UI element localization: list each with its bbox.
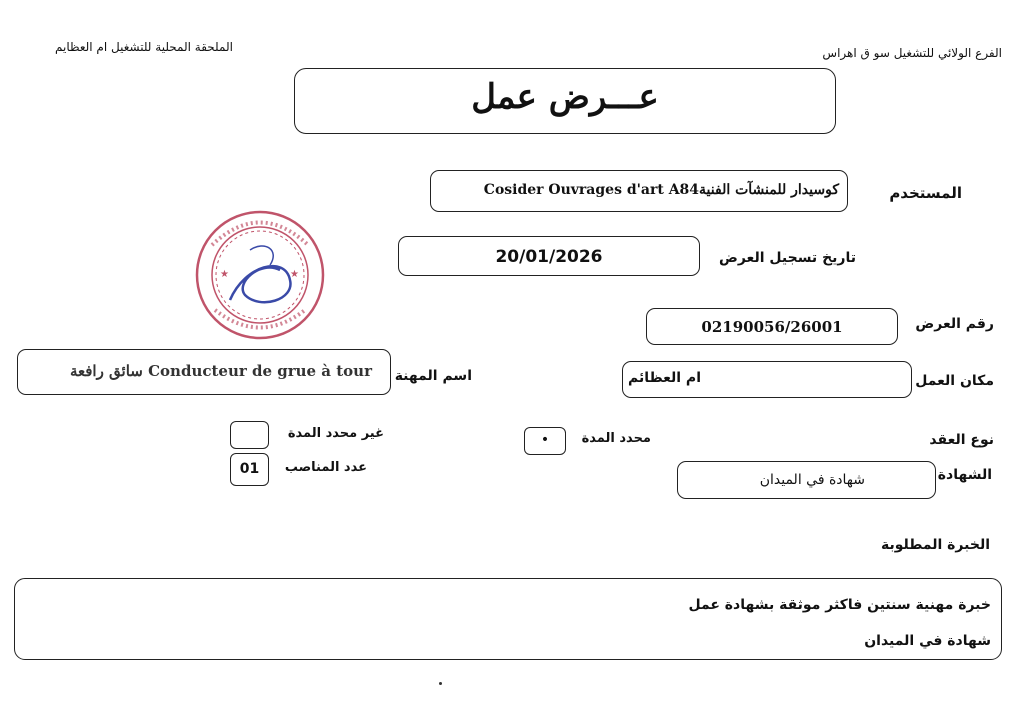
positions-label: عدد المناصب <box>284 460 367 475</box>
header-left-office: الملحقة المحلية للتشغيل ام العظايم <box>55 40 233 54</box>
offer-number-field <box>646 308 898 345</box>
svg-text:★: ★ <box>290 269 299 280</box>
certificate-field <box>677 461 936 499</box>
indefinite-term-checkbox <box>230 421 269 449</box>
fixed-term-checkbox <box>524 427 566 455</box>
profession-label: اسم المهنة <box>394 368 472 384</box>
workplace-value: ام العظائم <box>627 370 701 386</box>
speck-dot <box>439 682 442 685</box>
title-box <box>294 68 836 134</box>
workplace-label: مكان العمل <box>915 373 994 389</box>
offer-number-label: رقم العرض <box>915 316 994 332</box>
positions-field <box>230 453 269 486</box>
experience-label: الخبرة المطلوبة <box>880 537 990 553</box>
indefinite-term-label: غير محدد المدة <box>287 426 384 441</box>
date-field <box>398 236 700 276</box>
certificate-label: الشهادة <box>937 467 992 483</box>
date-value: 20/01/2026 <box>495 247 603 267</box>
experience-line-1: خبرة مهنية سنتين فاكثر موثقة بشهادة عمل <box>688 597 991 613</box>
employer-value: كوسيدار للمنشآت الفنيةCosider Ouvrages d'art A84 <box>483 182 839 198</box>
document-title: عـــرض عمل <box>471 77 659 117</box>
official-stamp-icon <box>190 205 330 345</box>
svg-text:★: ★ <box>220 269 229 280</box>
experience-box <box>14 578 1002 660</box>
profession-value: Conducteur de grue à tour سائق رافعة <box>69 362 372 380</box>
positions-value: 01 <box>239 461 260 477</box>
fixed-term-mark: • <box>540 432 550 448</box>
certificate-value: شهادة في الميدان <box>759 472 865 488</box>
header-right-office: الفرع الولائي للتشغيل سو ق اهراس <box>822 46 1002 60</box>
profession-field <box>17 349 391 395</box>
offer-number-value: 02190056/26001 <box>701 318 843 336</box>
employer-field <box>430 170 848 212</box>
fixed-term-label: محدد المدة <box>581 431 651 446</box>
workplace-field <box>622 361 912 398</box>
date-label: تاريخ تسجيل العرض <box>719 250 856 266</box>
contract-type-label: نوع العقد <box>929 432 994 448</box>
experience-line-2: شهادة في الميدان <box>864 633 991 649</box>
employer-label: المستخدم <box>889 184 962 202</box>
